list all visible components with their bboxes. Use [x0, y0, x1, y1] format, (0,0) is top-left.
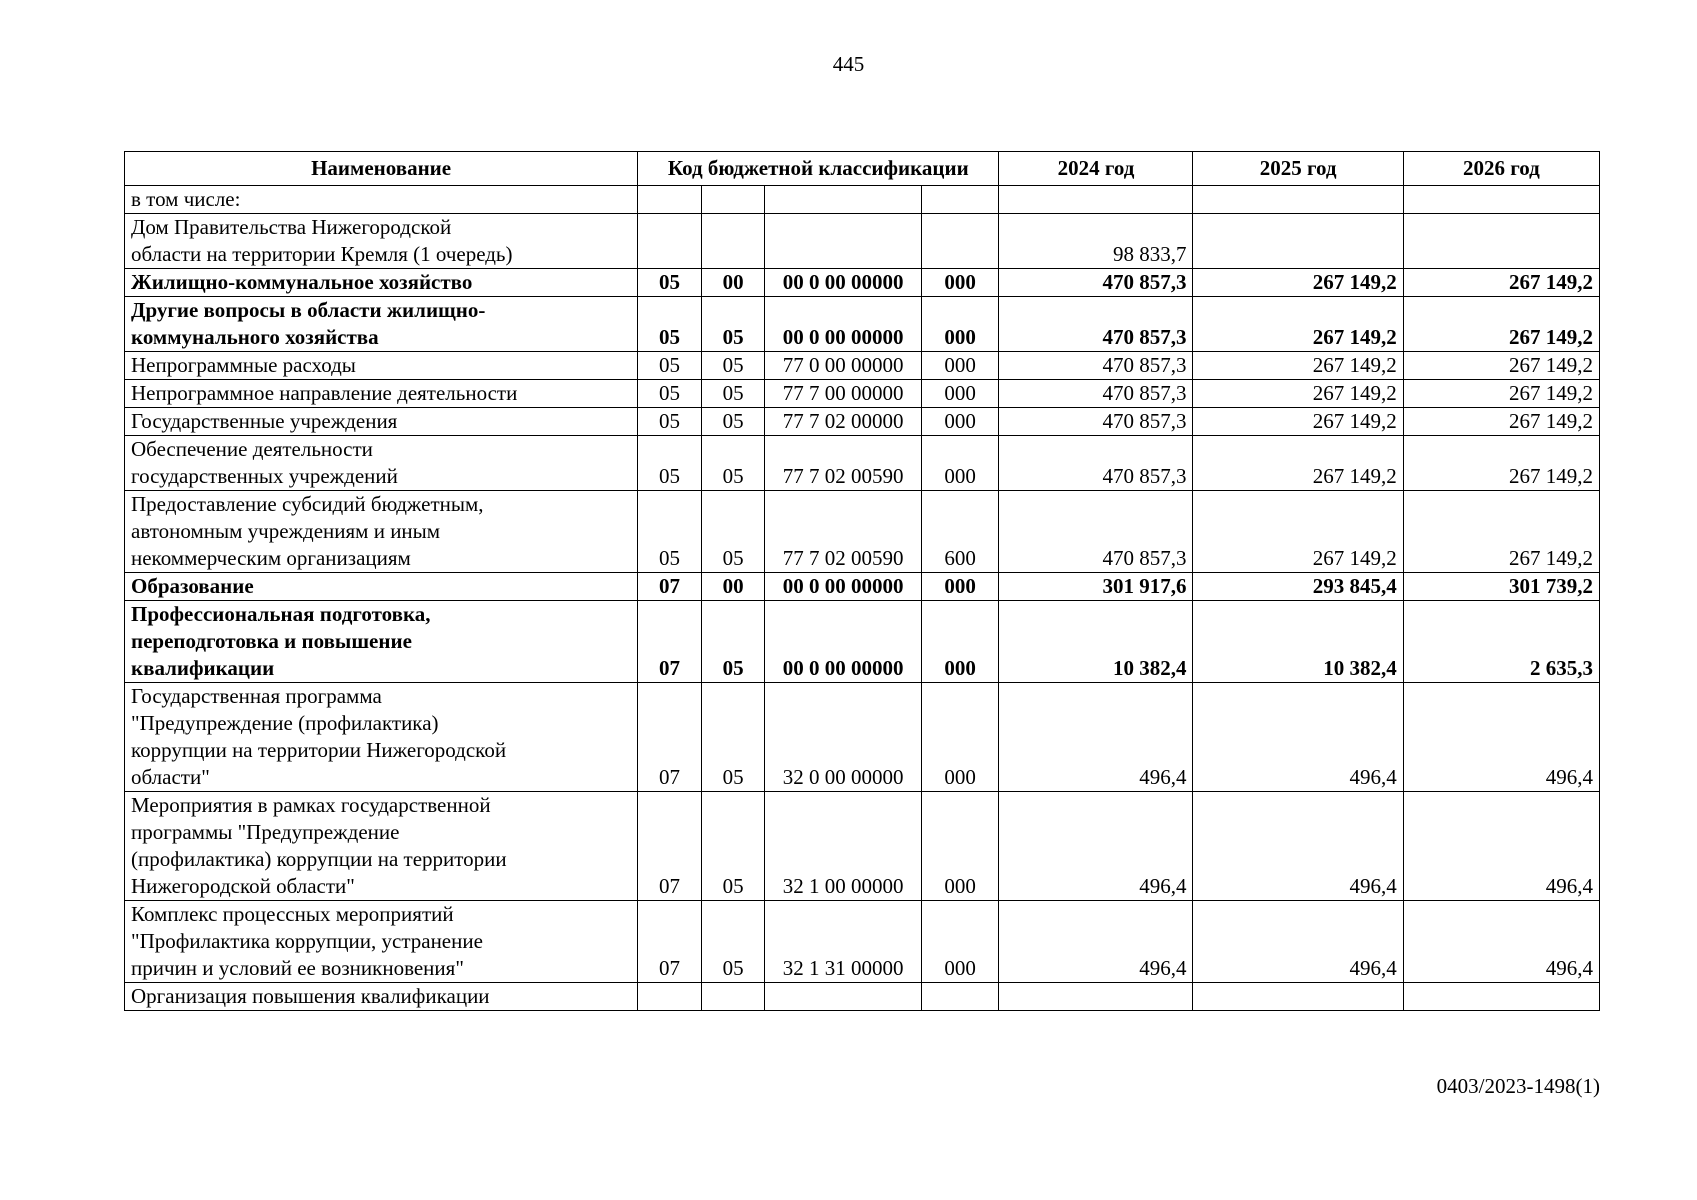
cell-subsection: 00	[701, 573, 765, 601]
cell-section: 07	[638, 683, 702, 792]
cell-name: Образование	[125, 573, 638, 601]
cell-expense-type: 600	[921, 491, 999, 573]
cell-2025: 267 149,2	[1193, 352, 1403, 380]
cell-target-article: 00 0 00 00000	[765, 601, 921, 683]
cell-2024: 98 833,7	[999, 214, 1193, 269]
budget-table	[124, 151, 1600, 1011]
cell-section: 07	[638, 901, 702, 983]
cell-section: 05	[638, 352, 702, 380]
cell-2025: 496,4	[1193, 792, 1403, 901]
table-body	[125, 186, 1600, 1011]
cell-target-article: 00 0 00 00000	[765, 269, 921, 297]
cell-name: Профессиональная подготовка, переподготовка и повышение квалификации	[125, 601, 638, 683]
table-row	[125, 792, 1600, 901]
cell-subsection: 05	[701, 408, 765, 436]
cell-expense-type	[921, 214, 999, 269]
table-row	[125, 297, 1600, 352]
cell-2026	[1403, 983, 1599, 1011]
table-row	[125, 983, 1600, 1011]
cell-expense-type: 000	[921, 901, 999, 983]
cell-2024: 470 857,3	[999, 491, 1193, 573]
page-number: 445	[832, 52, 865, 76]
table-row	[125, 380, 1600, 408]
table-row	[125, 573, 1600, 601]
cell-subsection	[701, 214, 765, 269]
cell-expense-type	[921, 983, 999, 1011]
cell-section	[638, 983, 702, 1011]
cell-2026: 267 149,2	[1403, 491, 1599, 573]
header-name: Наименование	[125, 152, 638, 186]
cell-2025: 267 149,2	[1193, 297, 1403, 352]
cell-2024: 470 857,3	[999, 436, 1193, 491]
cell-section: 05	[638, 380, 702, 408]
cell-subsection: 05	[701, 380, 765, 408]
cell-2026: 2 635,3	[1403, 601, 1599, 683]
cell-section: 05	[638, 436, 702, 491]
cell-name: Непрограммные расходы	[125, 352, 638, 380]
cell-2024: 470 857,3	[999, 408, 1193, 436]
cell-2026: 496,4	[1403, 683, 1599, 792]
cell-2025: 496,4	[1193, 683, 1403, 792]
cell-2025: 496,4	[1193, 901, 1403, 983]
cell-target-article: 77 7 02 00000	[765, 408, 921, 436]
cell-target-article: 77 7 00 00000	[765, 380, 921, 408]
document-code: 0403/2023-1498(1)	[1436, 1074, 1600, 1098]
cell-subsection: 05	[701, 352, 765, 380]
cell-subsection	[701, 983, 765, 1011]
cell-2024: 496,4	[999, 683, 1193, 792]
cell-2024: 10 382,4	[999, 601, 1193, 683]
cell-2026: 267 149,2	[1403, 297, 1599, 352]
cell-name: Организация повышения квалификации	[125, 983, 638, 1011]
cell-name: Предоставление субсидий бюджетным, автономным учреждениям и иным некоммерческим организациям	[125, 491, 638, 573]
cell-section: 05	[638, 297, 702, 352]
cell-target-article: 00 0 00 00000	[765, 573, 921, 601]
cell-2024: 301 917,6	[999, 573, 1193, 601]
cell-target-article: 77 0 00 00000	[765, 352, 921, 380]
cell-target-article	[765, 214, 921, 269]
cell-target-article: 77 7 02 00590	[765, 436, 921, 491]
cell-2024: 496,4	[999, 792, 1193, 901]
cell-section: 07	[638, 573, 702, 601]
cell-name: Государственная программа "Предупреждение (профилактика) коррупции на территории Нижегородской области"	[125, 683, 638, 792]
cell-2025: 267 149,2	[1193, 491, 1403, 573]
cell-section: 07	[638, 792, 702, 901]
cell-expense-type: 000	[921, 573, 999, 601]
cell-target-article: 32 0 00 00000	[765, 683, 921, 792]
header-2026: 2026 год	[1403, 152, 1599, 186]
cell-section: 05	[638, 269, 702, 297]
cell-2026: 301 739,2	[1403, 573, 1599, 601]
cell-expense-type: 000	[921, 380, 999, 408]
cell-name: Дом Правительства Нижегородской области на территории Кремля (1 очередь)	[125, 214, 638, 269]
cell-target-article: 77 7 02 00590	[765, 491, 921, 573]
cell-target-article: 32 1 31 00000	[765, 901, 921, 983]
cell-name: Комплекс процессных мероприятий "Профилактика коррупции, устранение причин и условий ее возникновения"	[125, 901, 638, 983]
cell-2025	[1193, 186, 1403, 214]
cell-2026: 496,4	[1403, 901, 1599, 983]
cell-2025: 10 382,4	[1193, 601, 1403, 683]
cell-name: Государственные учреждения	[125, 408, 638, 436]
cell-target-article: 00 0 00 00000	[765, 297, 921, 352]
cell-expense-type: 000	[921, 601, 999, 683]
cell-2026: 267 149,2	[1403, 380, 1599, 408]
cell-subsection: 05	[701, 792, 765, 901]
cell-2026: 267 149,2	[1403, 269, 1599, 297]
cell-expense-type: 000	[921, 792, 999, 901]
cell-2026: 267 149,2	[1403, 352, 1599, 380]
cell-2026: 267 149,2	[1403, 436, 1599, 491]
cell-2026: 496,4	[1403, 792, 1599, 901]
cell-name: Непрограммное направление деятельности	[125, 380, 638, 408]
table-row	[125, 269, 1600, 297]
cell-section: 05	[638, 491, 702, 573]
cell-section	[638, 186, 702, 214]
cell-2024: 470 857,3	[999, 297, 1193, 352]
cell-name: в том числе:	[125, 186, 638, 214]
cell-2024: 496,4	[999, 901, 1193, 983]
header-code: Код бюджетной классификации	[638, 152, 999, 186]
cell-2025: 267 149,2	[1193, 436, 1403, 491]
cell-name: Жилищно-коммунальное хозяйство	[125, 269, 638, 297]
cell-subsection: 05	[701, 491, 765, 573]
cell-subsection: 05	[701, 436, 765, 491]
cell-expense-type: 000	[921, 352, 999, 380]
table-row	[125, 408, 1600, 436]
cell-name: Мероприятия в рамках государственной программы "Предупреждение (профилактика) коррупции на территории Нижегородской области"	[125, 792, 638, 901]
cell-subsection: 05	[701, 901, 765, 983]
cell-section: 05	[638, 408, 702, 436]
cell-expense-type: 000	[921, 297, 999, 352]
cell-subsection: 05	[701, 601, 765, 683]
cell-subsection	[701, 186, 765, 214]
cell-target-article	[765, 186, 921, 214]
cell-target-article: 32 1 00 00000	[765, 792, 921, 901]
table-header-row	[125, 152, 1600, 186]
cell-2025: 267 149,2	[1193, 408, 1403, 436]
cell-subsection: 05	[701, 297, 765, 352]
cell-2025	[1193, 214, 1403, 269]
cell-2026	[1403, 214, 1599, 269]
cell-subsection: 05	[701, 683, 765, 792]
table-row	[125, 352, 1600, 380]
cell-expense-type: 000	[921, 436, 999, 491]
table-row	[125, 901, 1600, 983]
cell-2024	[999, 186, 1193, 214]
cell-expense-type: 000	[921, 408, 999, 436]
header-2025: 2025 год	[1193, 152, 1403, 186]
table-row	[125, 186, 1600, 214]
cell-subsection: 00	[701, 269, 765, 297]
cell-2026	[1403, 186, 1599, 214]
cell-expense-type	[921, 186, 999, 214]
cell-expense-type: 000	[921, 683, 999, 792]
cell-2025	[1193, 983, 1403, 1011]
cell-name: Обеспечение деятельности государственных учреждений	[125, 436, 638, 491]
cell-2025: 267 149,2	[1193, 269, 1403, 297]
cell-2026: 267 149,2	[1403, 408, 1599, 436]
cell-2024: 470 857,3	[999, 380, 1193, 408]
table-row	[125, 683, 1600, 792]
table-row	[125, 491, 1600, 573]
cell-2025: 267 149,2	[1193, 380, 1403, 408]
cell-expense-type: 000	[921, 269, 999, 297]
table-row	[125, 601, 1600, 683]
cell-2024: 470 857,3	[999, 352, 1193, 380]
cell-name: Другие вопросы в области жилищно- коммунального хозяйства	[125, 297, 638, 352]
cell-section	[638, 214, 702, 269]
cell-2024	[999, 983, 1193, 1011]
cell-2025: 293 845,4	[1193, 573, 1403, 601]
table-row	[125, 214, 1600, 269]
header-2024: 2024 год	[999, 152, 1193, 186]
table-row	[125, 436, 1600, 491]
cell-section: 07	[638, 601, 702, 683]
cell-target-article	[765, 983, 921, 1011]
cell-2024: 470 857,3	[999, 269, 1193, 297]
